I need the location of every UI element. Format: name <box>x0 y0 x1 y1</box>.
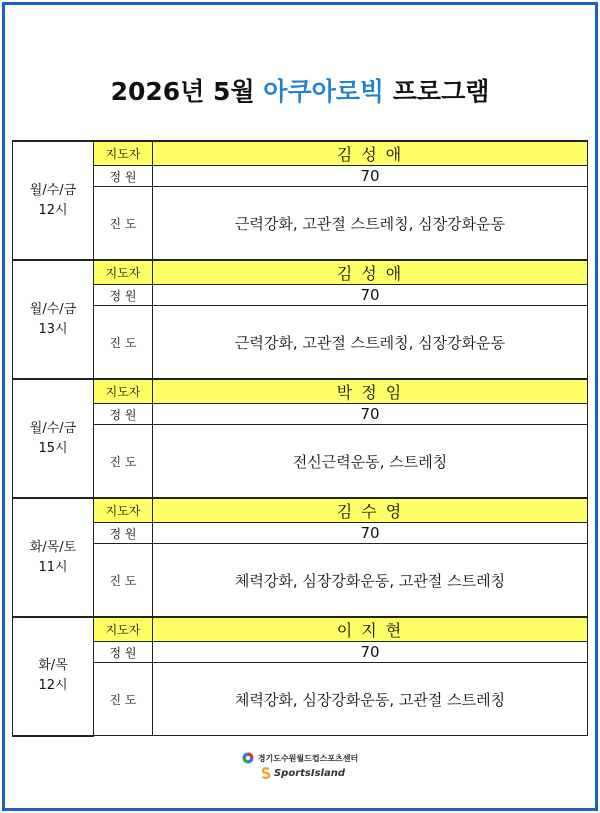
session-capacity-row <box>13 642 588 663</box>
brand-name: SportsIsland <box>273 767 346 779</box>
program-label: 진 도 <box>94 425 153 499</box>
program-label: 진 도 <box>94 663 153 736</box>
brand-logo <box>6 767 600 779</box>
session-capacity-row <box>13 166 588 187</box>
program-label: 진 도 <box>94 187 153 261</box>
session-capacity-row <box>13 523 588 544</box>
capacity-label: 정 원 <box>94 285 153 306</box>
session-program-row <box>13 663 588 736</box>
schedule-table <box>12 140 588 737</box>
session-instructor-row <box>13 260 588 285</box>
page-title <box>0 72 600 108</box>
instructor-name: 김 성 애 <box>153 260 588 285</box>
program-content: 체력강화, 심장강화운동, 고관절 스트레칭 <box>153 663 588 736</box>
s-brand-icon <box>261 767 271 779</box>
instructor-name: 박 정 임 <box>153 379 588 404</box>
instructor-label: 지도자 <box>94 141 153 166</box>
program-label: 진 도 <box>94 544 153 618</box>
title-suffix: 프로그램 <box>384 77 490 106</box>
capacity-value: 70 <box>153 166 588 187</box>
capacity-value: 70 <box>153 523 588 544</box>
session-instructor-row <box>13 379 588 404</box>
instructor-name: 이 지 현 <box>153 617 588 642</box>
capacity-label: 정 원 <box>94 404 153 425</box>
capacity-label: 정 원 <box>94 523 153 544</box>
session-time: 화/목/토 11시 <box>13 498 94 617</box>
session-program-row <box>13 544 588 618</box>
instructor-name: 김 성 애 <box>153 141 588 166</box>
capacity-value: 70 <box>153 642 588 663</box>
session-instructor-row <box>13 498 588 523</box>
session-program-row <box>13 187 588 261</box>
instructor-name: 김 수 영 <box>153 498 588 523</box>
session-time: 월/수/금 12시 <box>13 141 94 260</box>
instructor-label: 지도자 <box>94 498 153 523</box>
capacity-label: 정 원 <box>94 166 153 187</box>
capacity-value: 70 <box>153 404 588 425</box>
session-instructor-row <box>13 617 588 642</box>
session-program-row <box>13 425 588 499</box>
program-content: 체력강화, 심장강화운동, 고관절 스트레칭 <box>153 544 588 618</box>
program-content: 전신근력운동, 스트레칭 <box>153 425 588 499</box>
instructor-label: 지도자 <box>94 379 153 404</box>
program-content: 근력강화, 고관절 스트레칭, 심장강화운동 <box>153 187 588 261</box>
session-instructor-row <box>13 141 588 166</box>
title-prefix: 2026년 5월 <box>110 77 264 106</box>
session-capacity-row <box>13 404 588 425</box>
session-program-row <box>13 306 588 380</box>
footer <box>0 752 600 779</box>
session-time: 화/목 12시 <box>13 617 94 736</box>
capacity-label: 정 원 <box>94 642 153 663</box>
session-time: 월/수/금 13시 <box>13 260 94 379</box>
instructor-label: 지도자 <box>94 617 153 642</box>
org-logo <box>0 752 600 764</box>
session-time: 월/수/금 15시 <box>13 379 94 498</box>
program-label: 진 도 <box>94 306 153 380</box>
emblem-icon <box>242 752 254 764</box>
title-highlight: 아쿠아로빅 <box>263 77 385 106</box>
session-capacity-row <box>13 285 588 306</box>
program-content: 근력강화, 고관절 스트레칭, 심장강화운동 <box>153 306 588 380</box>
capacity-value: 70 <box>153 285 588 306</box>
org-name: 경기도수원월드컵스포츠센터 <box>257 753 359 763</box>
instructor-label: 지도자 <box>94 260 153 285</box>
